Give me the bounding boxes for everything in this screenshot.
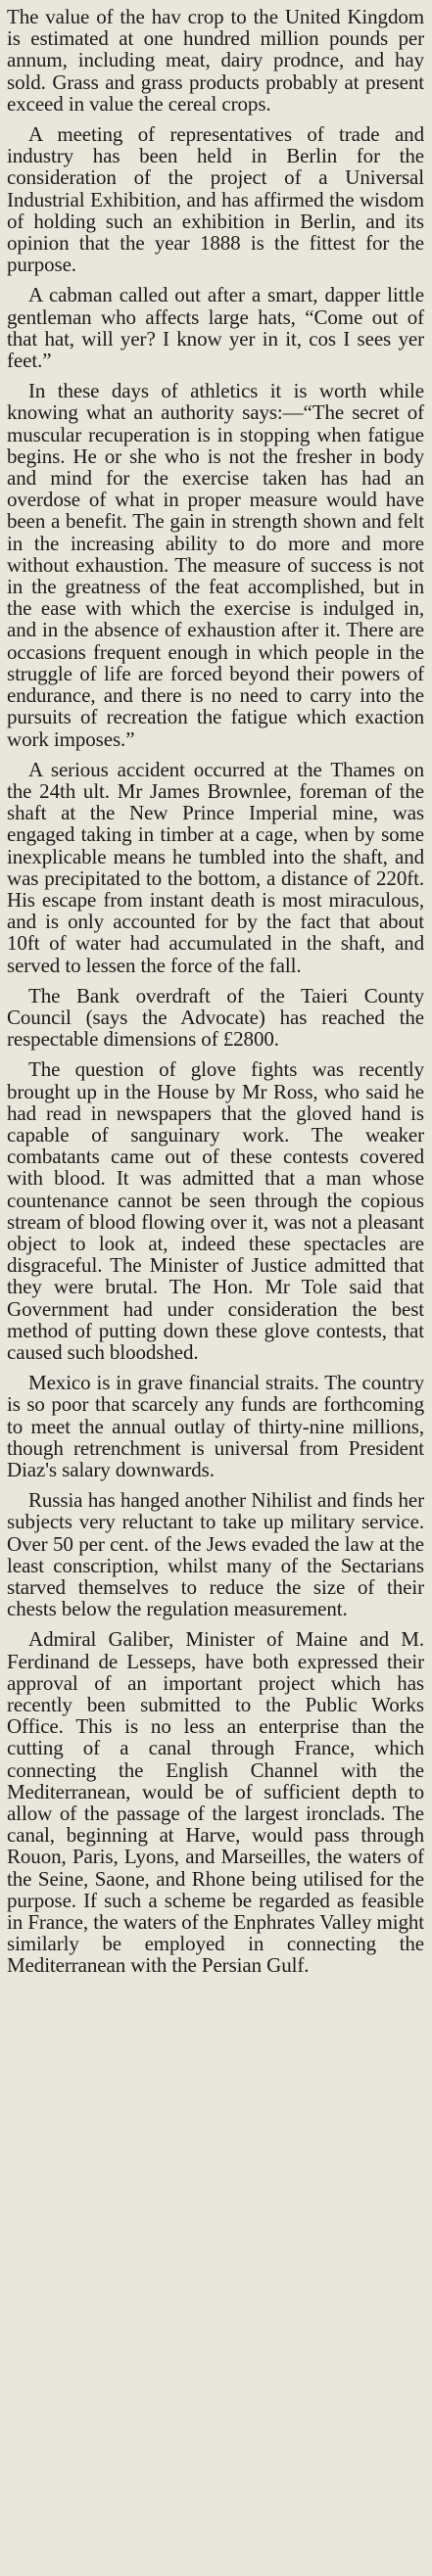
article-thames-accident: A serious accident occurred at the Thames on the 24th ult. Mr James Brownlee, foreman of the shaft at the New Prince Imperial mine, was engaged taking in timber at a cage, when by some inexplicable means he tumbled into the shaft, and was precipitated to the bottom, a distance of 220ft. His escape from instant death is most miraculous, and is only accounted for by the fact that about 10ft of water had accumulated in the shaft, and served to lessen the force of the fall.	[7, 757, 424, 977]
article-glove-fights: The question of glove fights was recently brought up in the House by Mr Ross, who said he had read in newspapers that the gloved hand is capable of sanguinary work. The weaker combatants came out of these contests covered with blood. It was admitted that a man whose countenance cannot be seen through the copious stream of blood flowing over it, was not a pleasant object to look at, indeed these spectacles are disgraceful. The Minister of Justice admitted that they were brutal. The Hon. Mr Tole said that Government had under consideration the best method of putting down these glove contests, that caused such bloodshed.	[7, 1057, 424, 1364]
article-hay-crop: The value of the hav crop to the United Kingdom is estimated at one hundred million pounds per annum, including meat, dairy prodnce, and hay sold. Grass and grass products probably at present exceed in value the cereal crops.	[7, 5, 424, 116]
article-athletics: In these days of athletics it is worth while knowing what an authority says:—“The secret of muscular recuperation is in stopping when fatigue begins. He or she who is not the fresher in body and mind for the exercise taken has had an overdose of what in proper measure would have been a benefit. The gain in strength shown and felt in the increasing ability to do more and more without exhaustion. The measure of success is not in the greatness of the feat accomplished, but in the ease with which the exercise is indulged in, and in the absence of exhaustion after it. There are occasions frequent enough in which people in the struggle of life are forced beyond their powers of endurance, and there is no need to carry into the pursuits of recreation the fatigue which exaction work imposes.”	[7, 379, 424, 751]
article-russia: Russia has hanged another Nihilist and finds her subjects very reluctant to take up military service. Over 50 per cent. of the Jews evaded the law at the least conscription, whilst many of the Sectarians starved themselves to reduce the size of their chests below the regulation measurement.	[7, 1488, 424, 1621]
article-berlin-exhibition: A meeting of representatives of trade and industry has been held in Berlin for the consideration of the project of a Universal Industrial Exhibition, and has affirmed the wisdom of holding such an exhibition in Berlin, and its opinion that the year 1888 is the fittest for the purpose.	[7, 122, 424, 277]
article-mexico: Mexico is in grave financial straits. The country is so poor that scarcely any funds are forthcoming to meet the annual outlay of thirty-nine millions, though retrenchment is universal from President Diaz's salary downwards.	[7, 1371, 424, 1481]
article-canal-project: Admiral Galiber, Minister of Maine and M. Ferdinand de Lesseps, have both expressed their approval of an important project which has recently been submitted to the Public Works Office. This is no less an enterprise than the cutting of a canal through France, which connecting the English Channel with the Mediterranean, would be of sufficient depth to allow of the passage of the largest ironclads. The canal, beginning at Harve, would pass through Rouon, Paris, Lyons, and Marseilles, the waters of the Seine, Saone, and Rhone being utilised for the purpose. If such a scheme be regarded as feasible in France, the waters of the Enphrates Valley might similarly be employed in connecting the Mediterranean with the Persian Gulf.	[7, 1627, 424, 1978]
article-bank-overdraft: The Bank overdraft of the Taieri County Council (says the Advocate) has reached the respectable dimensions of £2800.	[7, 983, 424, 1052]
article-cabman: A cabman called out after a smart, dapper little gentleman who affects large hats, “Come out of that hat, will yer? I know yer in it, cos I sees yer feet.”	[7, 283, 424, 373]
